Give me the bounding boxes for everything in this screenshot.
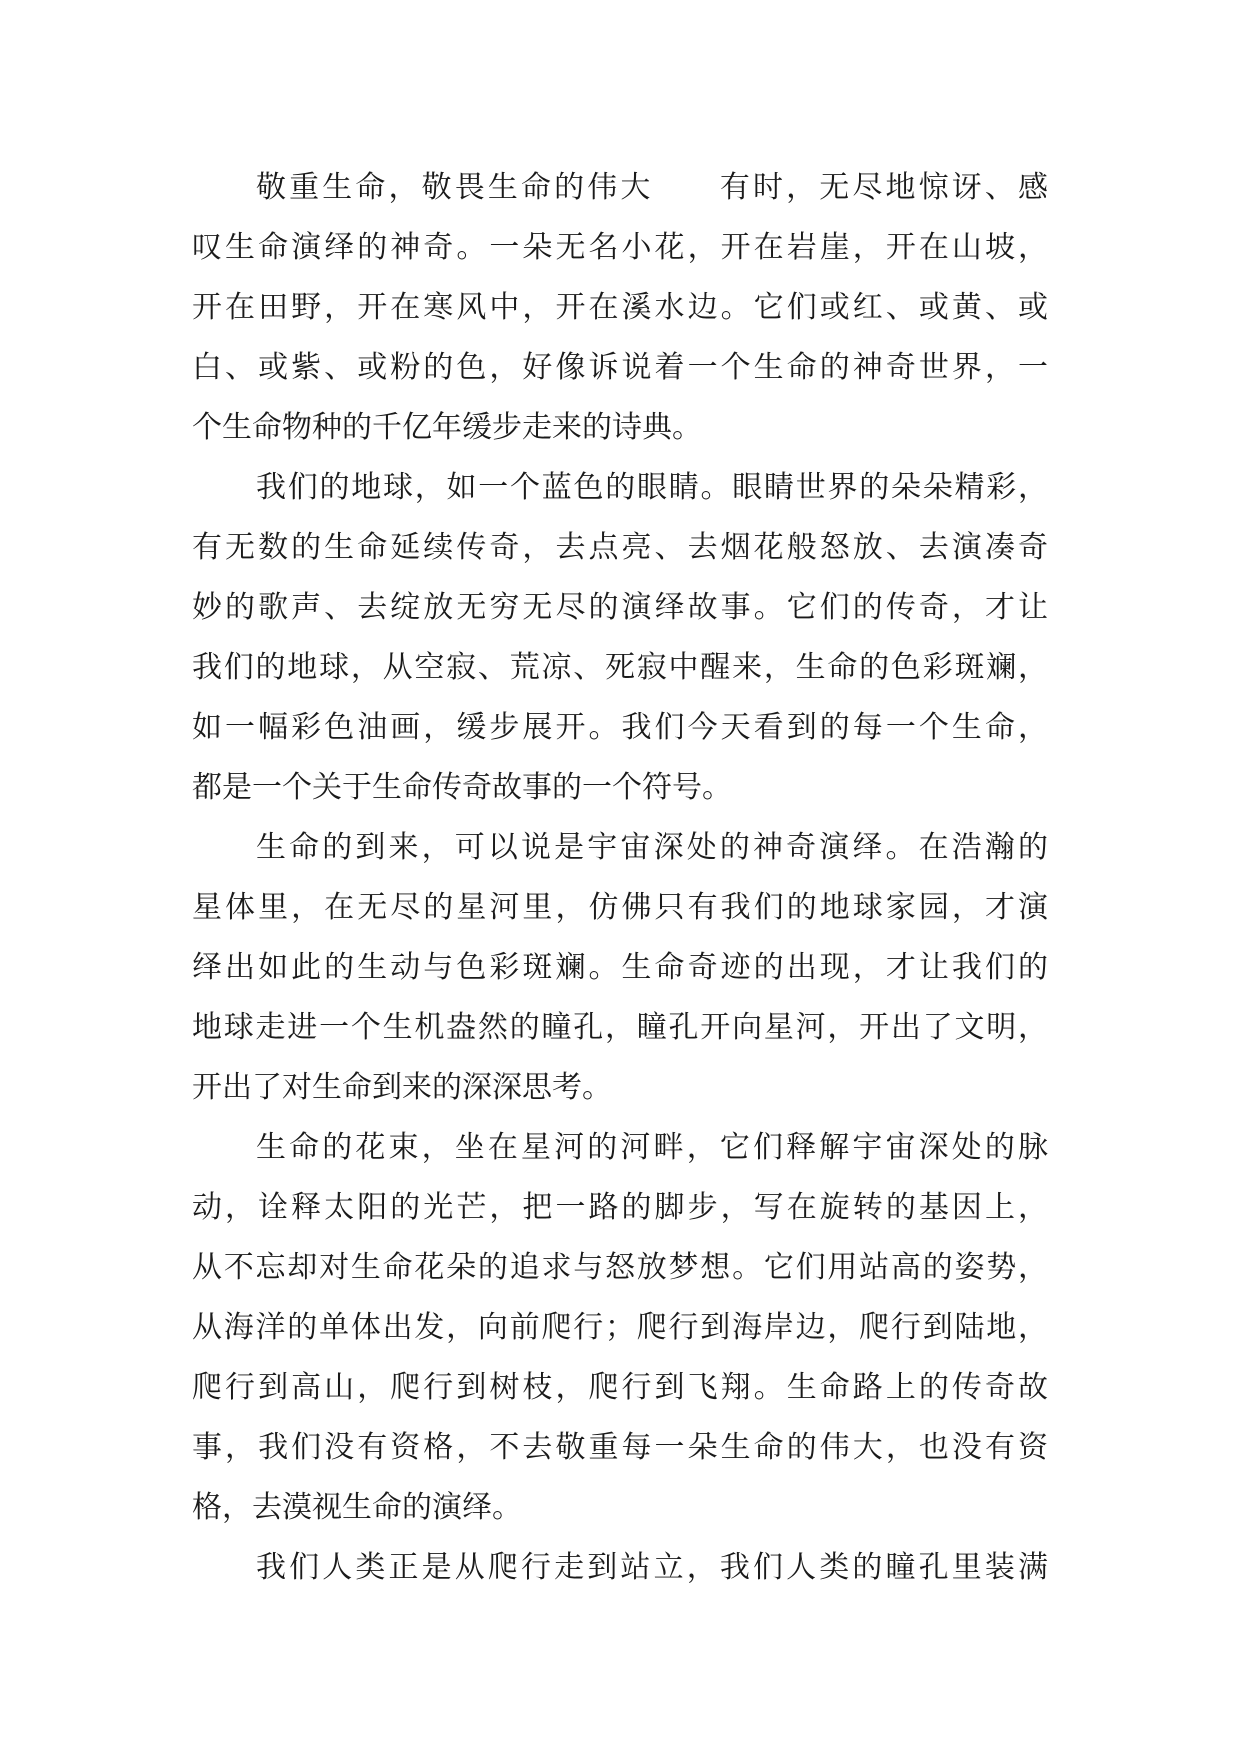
text-line: 敬重生命，敬畏生命的伟大 有时，无尽地惊讶、感 [256,170,1048,205]
text-line: 妙的歌声、去绽放无穷无尽的演绎故事。它们的传奇，才让 [192,590,1048,625]
text-line: 白、或紫、或粉的色，好像诉说着一个生命的神奇世界，一 [192,350,1048,385]
text-line: 生命的到来，可以说是宇宙深处的神奇演绎。在浩瀚的 [256,830,1048,865]
body-text [192,158,1048,1598]
text-line: 绎出如此的生动与色彩斑斓。生命奇迹的出现，才让我们的 [192,950,1048,985]
text-line: 生命的花束，坐在星河的河畔，它们释解宇宙深处的脉 [256,1130,1048,1165]
text-line: 个生命物种的千亿年缓步走来的诗典。 [192,410,702,445]
text-line: 星体里，在无尽的星河里，仿佛只有我们的地球家园，才演 [192,890,1048,925]
text-line: 都是一个关于生命传奇故事的一个符号。 [192,770,732,805]
text-line: 开在田野，开在寒风中，开在溪水边。它们或红、或黄、或 [192,290,1048,325]
text-line: 开出了对生命到来的深深思考。 [192,1070,612,1105]
text-line: 我们的地球，从空寂、荒凉、死寂中醒来，生命的色彩斑斓， [192,650,1048,685]
text-line: 我们人类正是从爬行走到站立，我们人类的瞳孔里装满 [256,1550,1048,1585]
text-line: 动，诠释太阳的光芒，把一路的脚步，写在旋转的基因上， [192,1190,1048,1225]
text-line: 我们的地球，如一个蓝色的眼睛。眼睛世界的朵朵精彩， [256,470,1048,505]
text-line: 格，去漠视生命的演绎。 [192,1490,522,1525]
text-line: 叹生命演绎的神奇。一朵无名小花，开在岩崖，开在山坡， [192,230,1048,265]
text-line: 如一幅彩色油画，缓步展开。我们今天看到的每一个生命， [192,710,1048,745]
text-line: 从海洋的单体出发，向前爬行；爬行到海岸边，爬行到陆地， [192,1310,1048,1345]
text-line: 地球走进一个生机盎然的瞳孔，瞳孔开向星河，开出了文明， [192,1010,1048,1045]
text-line: 事，我们没有资格，不去敬重每一朵生命的伟大，也没有资 [192,1430,1048,1465]
text-line: 爬行到高山，爬行到树枝，爬行到飞翔。生命路上的传奇故 [192,1370,1048,1405]
text-line: 从不忘却对生命花朵的追求与怒放梦想。它们用站高的姿势， [192,1250,1048,1285]
text-line: 有无数的生命延续传奇，去点亮、去烟花般怒放、去演凑奇 [192,530,1048,565]
